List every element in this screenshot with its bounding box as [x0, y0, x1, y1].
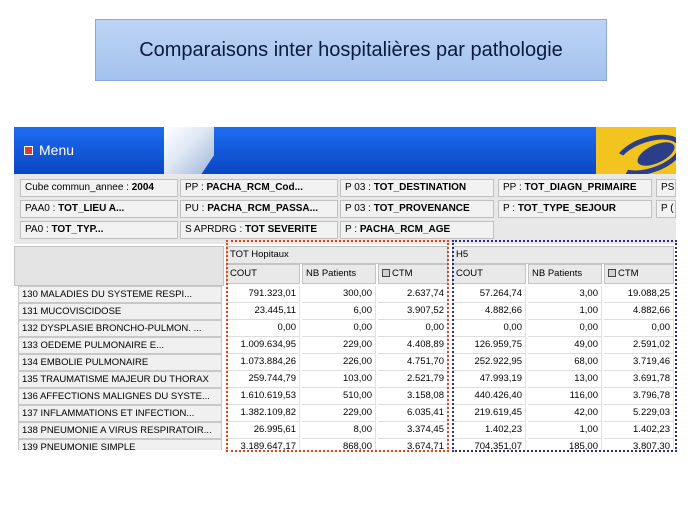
table-cell[interactable]: 510,00: [302, 388, 376, 405]
row-label[interactable]: 131 MUCOVISCIDOSE: [18, 303, 222, 320]
table-cell[interactable]: 5.229,03: [604, 405, 674, 422]
table-cell[interactable]: 0,00: [528, 320, 602, 337]
menu-button[interactable]: Menu: [39, 142, 75, 158]
table-cell[interactable]: 68,00: [528, 354, 602, 371]
table-cell[interactable]: 3.374,45: [378, 422, 448, 439]
table-cell[interactable]: 229,00: [302, 405, 376, 422]
column-header[interactable]: COUT: [452, 264, 526, 284]
slide-title-box: [95, 19, 607, 81]
column-header[interactable]: NB Patients: [302, 264, 376, 284]
table-cell[interactable]: 6,00: [302, 303, 376, 320]
table-cell[interactable]: 13,00: [528, 371, 602, 388]
data-grid: [14, 244, 676, 450]
table-cell[interactable]: 3.158,08: [378, 388, 448, 405]
row-label[interactable]: 133 OEDEME PULMONAIRE E...: [18, 337, 222, 354]
table-cell[interactable]: 23.445,11: [226, 303, 300, 320]
row-label[interactable]: 138 PNEUMONIE A VIRUS RESPIRATOIR...: [18, 422, 222, 439]
filter-chip[interactable]: PU : PACHA_RCM_PASSA...: [180, 200, 338, 218]
menu-bar: [14, 127, 676, 174]
table-cell[interactable]: 2.591,02: [604, 337, 674, 354]
filter-chip[interactable]: S APRDRG : TOT SEVERITE: [180, 221, 338, 239]
calculator-icon: [382, 269, 390, 277]
table-cell[interactable]: 868,00: [302, 439, 376, 450]
table-cell[interactable]: 57.264,74: [452, 286, 526, 303]
table-cell[interactable]: 300,00: [302, 286, 376, 303]
filter-chip[interactable]: P 03 : TOT_PROVENANCE: [340, 200, 494, 218]
filter-chip[interactable]: PA0 : TOT_TYP...: [20, 221, 178, 239]
table-cell[interactable]: 49,00: [528, 337, 602, 354]
table-cell[interactable]: 0,00: [452, 320, 526, 337]
filter-chip[interactable]: PP : TOT_DIAGN_PRIMAIRE: [498, 179, 652, 197]
table-cell[interactable]: 226,00: [302, 354, 376, 371]
table-cell[interactable]: 0,00: [302, 320, 376, 337]
table-cell[interactable]: 4.882,66: [452, 303, 526, 320]
table-cell[interactable]: 4.751,70: [378, 354, 448, 371]
row-label[interactable]: 136 AFFECTIONS MALIGNES DU SYSTE...: [18, 388, 222, 405]
table-cell[interactable]: 704.351,07: [452, 439, 526, 450]
filter-chip[interactable]: Cube commun_annee : 2004: [20, 179, 178, 197]
column-header[interactable]: [378, 264, 448, 284]
table-cell[interactable]: 0,00: [604, 320, 674, 337]
table-cell[interactable]: 1.382.109,82: [226, 405, 300, 422]
column-header[interactable]: [604, 264, 674, 284]
table-cell[interactable]: 3.796,78: [604, 388, 674, 405]
table-cell[interactable]: 0,00: [226, 320, 300, 337]
menu-icon[interactable]: [24, 146, 33, 155]
table-cell[interactable]: 1.009.634,95: [226, 337, 300, 354]
table-cell[interactable]: 3.907,52: [378, 303, 448, 320]
filter-chip[interactable]: PS: [656, 179, 676, 197]
table-cell[interactable]: 1,00: [528, 303, 602, 320]
table-cell[interactable]: 2.637,74: [378, 286, 448, 303]
table-cell[interactable]: 8,00: [302, 422, 376, 439]
table-cell[interactable]: 185,00: [528, 439, 602, 450]
calculator-icon: [608, 269, 616, 277]
table-cell[interactable]: 1.402,23: [452, 422, 526, 439]
table-cell[interactable]: 4.882,66: [604, 303, 674, 320]
table-cell[interactable]: 1.402,23: [604, 422, 674, 439]
table-cell[interactable]: 6.035,41: [378, 405, 448, 422]
table-cell[interactable]: 0,00: [378, 320, 448, 337]
table-cell[interactable]: 42,00: [528, 405, 602, 422]
table-cell[interactable]: 3.189.647,17: [226, 439, 300, 450]
table-cell[interactable]: 126.959,75: [452, 337, 526, 354]
table-cell[interactable]: 791.323,01: [226, 286, 300, 303]
filter-bar: [14, 174, 676, 244]
table-cell[interactable]: 116,00: [528, 388, 602, 405]
filter-chip[interactable]: P 03 : TOT_DESTINATION: [340, 179, 494, 197]
column-header[interactable]: NB Patients: [528, 264, 602, 284]
table-cell[interactable]: 19.088,25: [604, 286, 674, 303]
table-cell[interactable]: 1.073.884,26: [226, 354, 300, 371]
table-cell[interactable]: 3.674,71: [378, 439, 448, 450]
row-label[interactable]: 130 MALADIES DU SYSTEME RESPI...: [18, 286, 222, 303]
table-cell[interactable]: 1,00: [528, 422, 602, 439]
table-cell[interactable]: 229,00: [302, 337, 376, 354]
table-cell[interactable]: 440.426,40: [452, 388, 526, 405]
column-header[interactable]: COUT: [226, 264, 300, 284]
table-cell[interactable]: 2.521,79: [378, 371, 448, 388]
grid-corner: [14, 246, 224, 286]
table-cell[interactable]: 103,00: [302, 371, 376, 388]
row-label[interactable]: 139 PNEUMONIE SIMPLE: [18, 439, 222, 450]
table-cell[interactable]: 3.807,30: [604, 439, 674, 450]
table-cell[interactable]: 259.744,79: [226, 371, 300, 388]
group-header[interactable]: H5: [452, 246, 674, 264]
table-cell[interactable]: 252.922,95: [452, 354, 526, 371]
row-label[interactable]: 137 INFLAMMATIONS ET INFECTION...: [18, 405, 222, 422]
column-header-label: CTM: [392, 268, 413, 279]
table-cell[interactable]: 1.610.619,53: [226, 388, 300, 405]
row-label[interactable]: 132 DYSPLASIE BRONCHO-PULMON. ...: [18, 320, 222, 337]
table-cell[interactable]: 4.408,89: [378, 337, 448, 354]
table-cell[interactable]: 26.995,61: [226, 422, 300, 439]
filter-chip[interactable]: P : TOT_TYPE_SEJOUR: [498, 200, 652, 218]
filter-chip[interactable]: PP : PACHA_RCM_Cod...: [180, 179, 338, 197]
row-label[interactable]: 135 TRAUMATISME MAJEUR DU THORAX: [18, 371, 222, 388]
brand-logo: [596, 127, 676, 174]
row-label[interactable]: 134 EMBOLIE PULMONAIRE: [18, 354, 222, 371]
column-header-label: CTM: [618, 268, 639, 279]
filter-chip[interactable]: P : PACHA_RCM_AGE: [340, 221, 494, 239]
table-cell[interactable]: 3,00: [528, 286, 602, 303]
table-cell[interactable]: 3.719,46: [604, 354, 674, 371]
group-header[interactable]: TOT Hopitaux: [226, 246, 448, 264]
filter-chip[interactable]: PAA0 : TOT_LIEU A...: [20, 200, 178, 218]
table-cell[interactable]: 219.619,45: [452, 405, 526, 422]
table-cell[interactable]: 3.691,78: [604, 371, 674, 388]
table-cell[interactable]: 47.993,19: [452, 371, 526, 388]
slide-title: Comparaisons inter hospitalières par pathologie: [139, 38, 563, 61]
filter-chip[interactable]: P (: [656, 200, 676, 218]
page-curl-decoration: [164, 127, 214, 174]
